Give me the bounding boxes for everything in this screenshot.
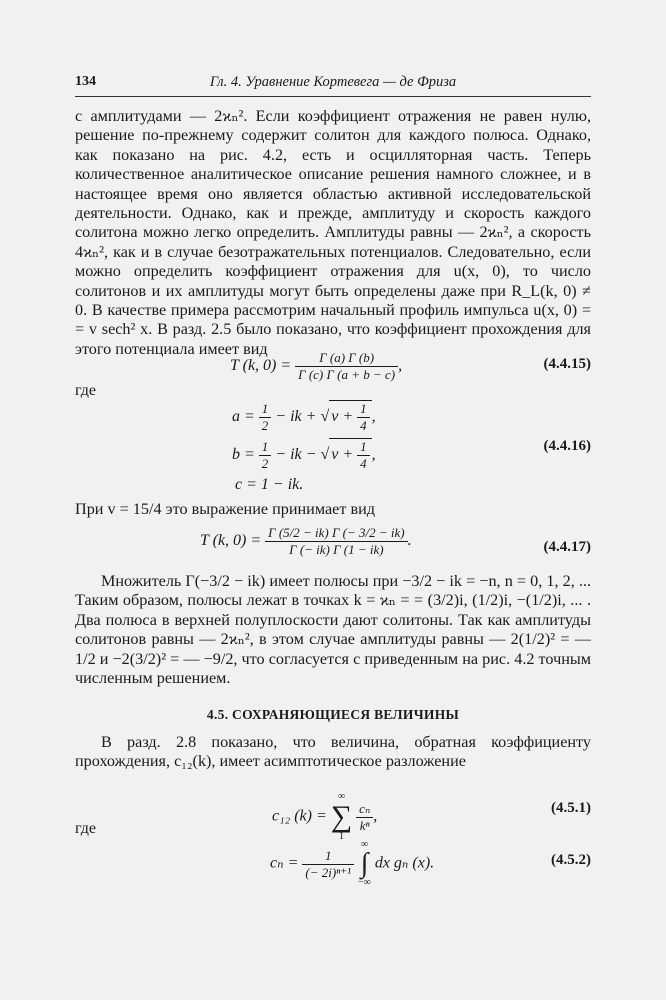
running-title: Гл. 4. Уравнение Кортевега — де Фриза — [209, 74, 457, 90]
eq-lhs: T (k, 0) = — [230, 357, 292, 375]
equation-number: (4.5.1) — [551, 800, 591, 816]
integrand: dx gₙ (x). — [374, 854, 435, 872]
equation-4-4-15: T (k, 0) = $\frac{\Gamma (a) \Gamma (b)}{\Gamma (c) \Gamma (a + b - c)}$ , (4.4.15) — [230, 350, 591, 382]
eq-fraction — [295, 350, 398, 383]
equation-4-4-16 — [75, 400, 591, 500]
numerator: Γ (5/2 − ik) Γ (− 3/2 − ik) — [265, 525, 407, 542]
equation-number: (4.5.2) — [551, 852, 591, 868]
equation-4-5-1: c₁₂ (k) = ∞ ∑ 1 $\frac{\text{cₙ}}{\text{kⁿ}}$ , (4.5.1) — [272, 791, 591, 842]
equation-number: (4.4.17) — [543, 539, 591, 555]
equation-number: (4.4.16) — [543, 438, 591, 454]
sqrt-symbol: √ — [320, 446, 330, 464]
integral-operator: ∞ ∫ −∞ — [358, 839, 371, 888]
line-a: a = $\frac{1}{2}$ − ik + √ v + $\frac{1}{4}$ , — [232, 401, 376, 433]
equation-4-4-17: T (k, 0) = $\frac{\Gamma (5/2 - ik) \Gamma (- 3/2 - ik)}{\Gamma (- ik) \Gamma (1 - ik)}$ . (4.4.17) — [200, 525, 591, 557]
line-c: c = 1 − ik. — [235, 476, 304, 493]
sum-operator: ∞ ∑ 1 — [330, 791, 353, 842]
eq-lhs: c₁₂ (k) = — [272, 807, 331, 825]
paragraph-1: с амплитудами — 2ϰₙ². Если коэффициент отражения не равен нулю, решение по-прежнему содержит солитон для каждого полюса. Однако, как показано на рис. 4.2, есть и осцилляторная часть. Теперь количественное аналитическое описание решения намного сложнее, и в настоящее время оно является областью активной исследовательской деятельности. Однако, как и прежде, амплитуду и скорость каждого солитона можно легко определить. Амплитуды равны — 2ϰₙ², а скорость 4ϰₙ², как и в случае безотражательных потенциалов. Следовательно, если можно определить коэффициент отражения для u(x, 0), то число солитонов и их амплитуды могут быть определены даже при R_L(k, 0) ≠ 0. В качестве примера рассмотрим начальный профиль импульса u(x, 0) = = v sech² x. В разд. 2.5 было показано, что коэффициент прохождения для этого потенциала имеет вид — [75, 107, 591, 358]
eq-lhs: cₙ = — [270, 854, 303, 872]
paragraph-4: В разд. 2.8 показано, что величина, обратная коэффициенту прохождения, c₁₂(k), имеет асимптотическое разложение — [75, 733, 591, 771]
eq-fraction: $\frac{1}{\text{(− 2i)ⁿ⁺¹}}$ — [302, 848, 354, 881]
denominator: Γ (− ik) Γ (1 − ik) — [289, 542, 384, 557]
sqrt-symbol: √ — [320, 408, 330, 426]
paragraph-3: Множитель Γ(−3/2 − ik) имеет полюсы при −3/2 − ik = −n, n = 0, 1, 2, ... Таким образом, полюсы лежат в точках k = ϰₙ = = (3/2)i, (1/2)i, −(1/2)i, ... . Два полюса в верхней полуплоскости дают солитоны. Так как амплитуды солитонов равны — 2ϰₙ², в этом случае амплитуды равны — 2(1/2)² = —1/2 и −2(3/2)² = — −9/2, что согласуется с приведенным на рис. 4.2 точным численным решением. — [75, 572, 591, 688]
header-rule — [75, 96, 591, 97]
section-title: 4.5. СОХРАНЯЮЩИЕСЯ ВЕЛИЧИНЫ — [206, 707, 460, 722]
line-b: b = $\frac{1}{2}$ − ik − √ v + $\frac{1}{4}$ , — [232, 439, 376, 471]
numerator: Γ (a) Γ (b) — [295, 350, 398, 367]
where-label-1: где — [75, 382, 97, 399]
where-label-2: где — [75, 820, 97, 837]
page-header — [75, 74, 591, 94]
page-number: 134 — [75, 74, 96, 89]
equation-number: (4.4.15) — [543, 356, 591, 372]
equation-4-5-2 — [75, 832, 591, 892]
paragraph-2: При v = 15/4 это выражение принимает вид — [75, 500, 376, 518]
denominator: Γ (c) Γ (a + b − c) — [298, 367, 396, 382]
eq-fraction: $\frac{\text{cₙ}}{\text{kⁿ}}$ — [356, 801, 373, 834]
eq-lhs: T (k, 0) = — [200, 532, 262, 550]
eq-fraction — [265, 525, 407, 558]
